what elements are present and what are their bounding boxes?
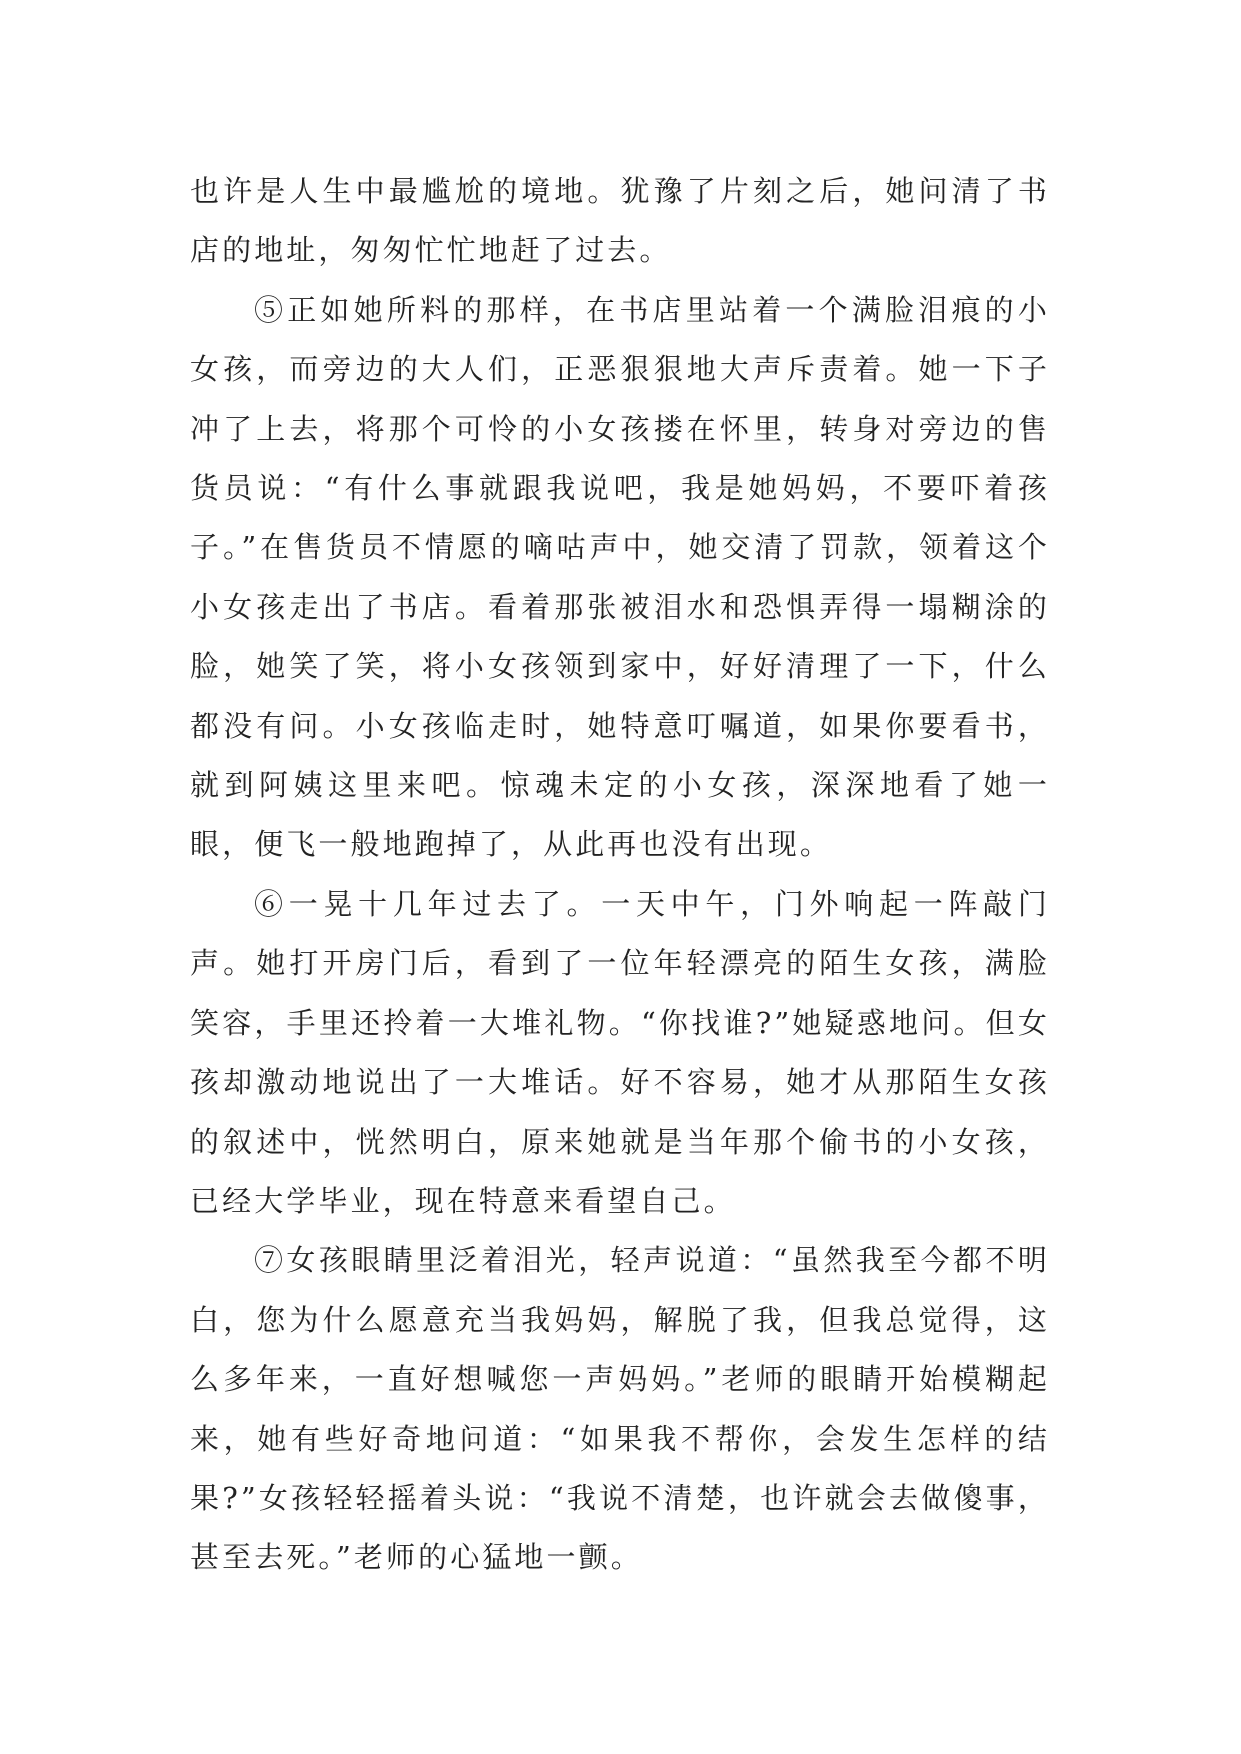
paragraph-7: ⑦女孩眼睛里泛着泪光，轻声说道：“虽然我至今都不明白，您为什么愿意充当我妈妈，解脱了我，但我总觉得，这么多年来，一直好想喊您一声妈妈。”老师的眼睛开始模糊起来，她有些好奇地问道：“如果我不帮你，会发生怎样的结果?”女孩轻轻摇着头说：“我说不清楚，也许就会去做傻事，甚至去死。”老师的心猛地一颤。 xyxy=(190,1243,1050,1575)
paragraph-continued: 也许是人生中最尴尬的境地。犹豫了片刻之后，她问清了书店的地址，匆匆忙忙地赶了过去。 xyxy=(190,174,1050,268)
body-text xyxy=(190,162,1050,1588)
paragraph-6: ⑥一晃十几年过去了。一天中午，门外响起一阵敲门声。她打开房门后，看到了一位年轻漂亮的陌生女孩，满脸笑容，手里还拎着一大堆礼物。“你找谁?”她疑惑地问。但女孩却激动地说出了一大堆话。好不容易，她才从那陌生女孩的叙述中，恍然明白，原来她就是当年那个偷书的小女孩，已经大学毕业，现在特意来看望自己。 xyxy=(190,886,1050,1218)
paragraph-5: ⑤正如她所料的那样，在书店里站着一个满脸泪痕的小女孩，而旁边的大人们，正恶狠狠地大声斥责着。她一下子冲了上去，将那个可怜的小女孩搂在怀里，转身对旁边的售货员说：“有什么事就跟我说吧，我是她妈妈，不要吓着孩子。”在售货员不情愿的嘀咕声中，她交清了罚款，领着这个小女孩走出了书店。看着那张被泪水和恐惧弄得一塌糊涂的脸，她笑了笑，将小女孩领到家中，好好清理了一下，什么都没有问。小女孩临走时，她特意叮嘱道，如果你要看书，就到阿姨这里来吧。惊魂未定的小女孩，深深地看了她一眼，便飞一般地跑掉了，从此再也没有出现。 xyxy=(190,292,1050,862)
